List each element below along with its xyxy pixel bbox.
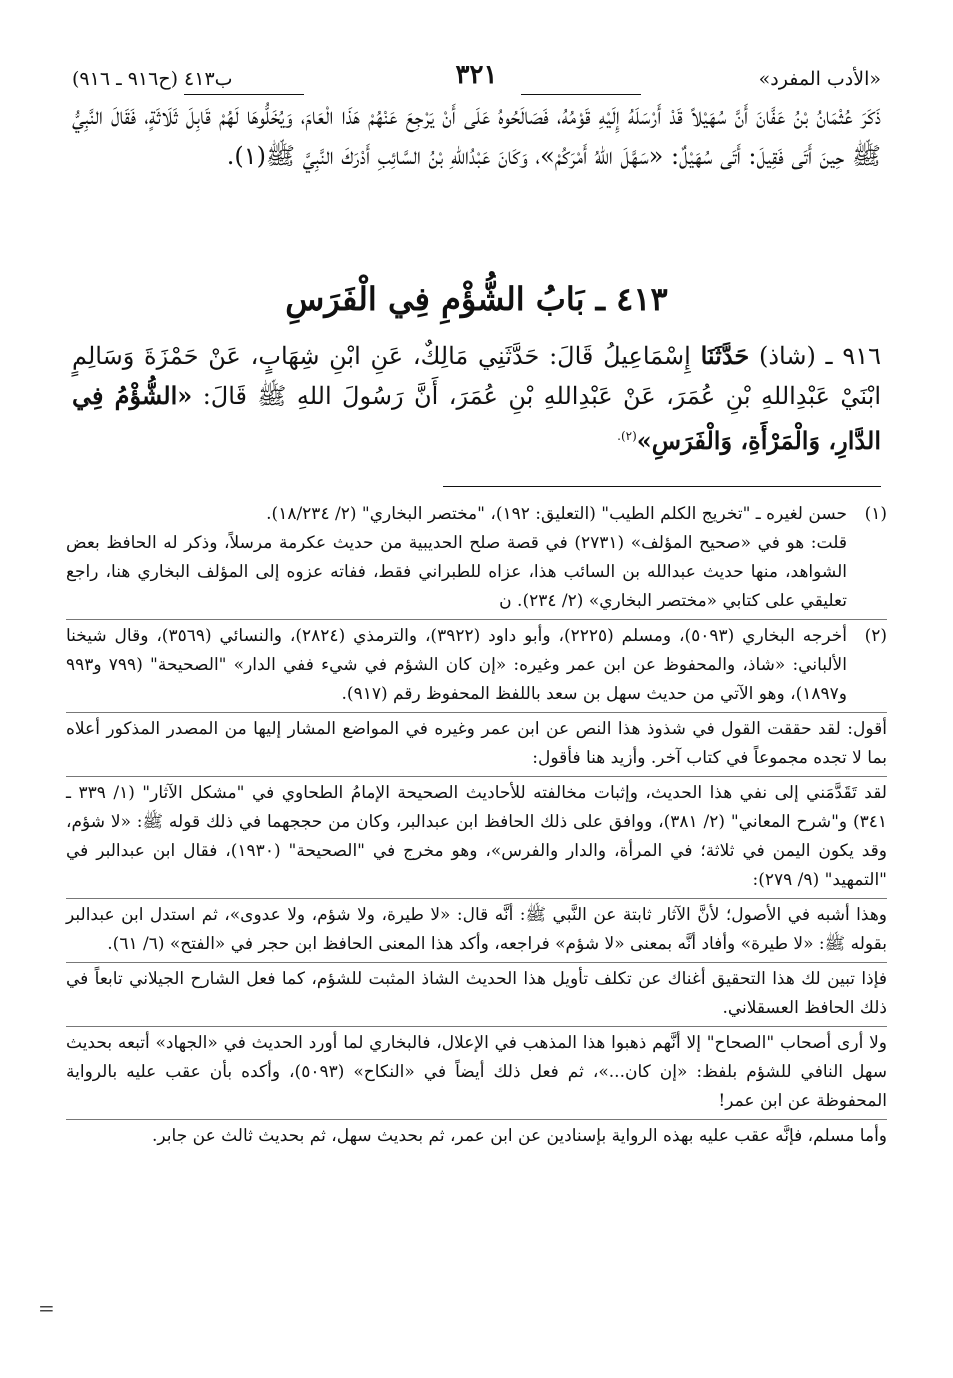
hadith-lead: حَدَّثَنَا xyxy=(700,341,750,370)
header-rule-right xyxy=(521,94,641,95)
footnote-paragraph: وهذا أشبه في الأصول؛ لأنَّ الآثار ثابتة عن النَّبي ﷺ: أنَّه قال: «لا طيرة، ولا شؤم، ولا عدوى»، ثم استدل ابن عبدالبر بقوله ﷺ: «لا طيرة» وأفاد أنَّه بمعنى «لا شؤم» فراجعه، وأكد هذا المعنى الحافظ ابن حجر في «الفتح» (٦/ ٦١). xyxy=(66,905,887,954)
footnote-2 xyxy=(66,622,887,709)
footnote-1 xyxy=(66,500,887,616)
hadith-text: إِسْمَاعِيلُ قَالَ: حَدَّثَنِي مَالِكٌ، عَنِ ابْنِ شِهَابٍ، عَنْ حَمْزَةَ وَسَالِمٍ ابْنَيْ عَبْدِاللهِ بْنِ عُمَرَ، عَنْ عَبْدِاللهِ بْنِ عُمَرَ، أَنَّ رَسُولَ اللهِ ﷺ قَالَ: xyxy=(72,342,881,410)
hadith-footnote-ref: (٢). xyxy=(617,429,637,443)
divider xyxy=(66,712,887,713)
divider xyxy=(66,898,887,899)
footnotes xyxy=(66,500,887,1151)
divider xyxy=(66,962,887,963)
margin-marker: = xyxy=(38,1296,55,1320)
chapter-reference: ب٤١٣ (ح٩١٦ ـ ٩١٦) xyxy=(72,68,233,90)
footnote-paragraph: وأما مسلم، فإنَّه عقب عليه بهذه الرواية بإسنادين عن ابن عمر، ثم بحديث سهل، ثم بحديث ثالث عن جابر. xyxy=(152,1126,887,1146)
hadith-block xyxy=(72,336,881,461)
divider xyxy=(66,1119,887,1120)
footnote-paragraph: أقول: لقد حققت القول في شذوذ هذا النص عن ابن عمر وغيره في المواضع المشار إليها من المصدر المذكور أعلاه بما لا تجده مجموعاً في كتاب آخر. وأزيد هنا فأقول: xyxy=(66,719,887,768)
footnote-number: (٢) xyxy=(864,626,887,646)
book-title: «الأدب المفرد» xyxy=(758,68,881,90)
footnote-paragraph: ولا أرى أصحاب "الصحاح" إلا أنَّهم ذهبوا هذا المذهب في الإعلال، فالبخاري لما أورد الحديث في «الجهاد» أتبعه بحديث سهل النافي للشؤم بلفظ: «إن كان...»، ثم فعل ذلك أيضاً في «النكاح» (٥٠٩٣)، وأكده بأن عقب عليه بالرواية المحفوظة عن ابن عمر! xyxy=(66,1033,888,1111)
page-number: ٣٢١ xyxy=(455,60,498,90)
divider xyxy=(66,1026,887,1027)
footnote-line: قلت: هو في «صحيح المؤلف» (٢٧٣١) في قصة صلح الحديبية من حديث عكرمة مرسلاً، وذكر له الحافظ بعض الشواهد، منها حديث عبدالله بن السائب هذا، عزاه للطبراني فقط، ففاته عزوه إلى المؤلف البخاري هنا، راجع تعليقي على كتابي «مختصر البخاري» (٢/ ٢٣٤). ن xyxy=(66,533,847,611)
header-rule-left xyxy=(184,94,304,95)
footnote-line: أخرجه البخاري (٥٠٩٣)، ومسلم (٢٢٢٥)، وأبو داود (٣٩٢٢)، والترمذي (٢٨٢٤)، والنسائي (٣٥٦٩)، وقال شيخنا الألباني: «شاذ، والمحفوظ عن ابن عمر وغيره: «إن كان الشؤم في شيء ففي الدار» "الصحيحة" (٧٩٩ و٩٩٣ و١٨٩٧)، وهو الآتي من حديث سهل بن سعد باللفظ المحفوظ رقم (٩١٧). xyxy=(66,626,847,704)
hadith-quote: «الشُّؤْمُ فِي الدَّارِ، وَالْمَرْأَةِ، وَالْفَرَسِ» xyxy=(72,381,881,455)
main-paragraph: ذَكَرَ عُثْمَانُ بْنُ عَفَّانَ أَنَّ سُهَيْلاً قَدْ أَرْسَلَهُ إِلَيْهِ قَوْمُهُ، فَصَالَحُوهُ عَلَى أَنْ يَرْجِعَ عَنْهُمْ هَذَا الْعَامَ، وَيُخَلُّوهَا لَهُمْ قَابِلَ ثَلَاثَةٍ، فَقَالَ النَّبِيُّ ﷺ حِينَ أَتَى فَقِيلَ: أَتَى سُهَيْلٌ: «سَهَّلَ اللهُ أَمْرَكُمْ»، وَكَانَ عَبْدُاللهِ بْنُ السَّائِبِ أَدْرَكَ النَّبِيَّ ﷺ(١). xyxy=(72,102,881,170)
footnote-number: (١) xyxy=(864,504,887,524)
footnote-rule xyxy=(443,486,881,487)
footnote-line: حسن لغيره ـ "تخريج الكلم الطيب" (التعليق: ١٩٢)، "مختصر البخاري" (٢/ ١٨/٢٣٤). xyxy=(266,504,847,524)
divider xyxy=(66,776,887,777)
footnote-paragraph: لقد تَقَدَّمَني إلى نفي هذا الحديث، وإثبات مخالفته للأحاديث الصحيحة الإمامُ الطحاوي في "مشكل الآثار" (١/ ٣٣٩ ـ ٣٤١) و"شرح المعاني" (٢/ ٣٨١)، ووافق على ذلك الحافظ ابن عبدالبر، وكان من حججهما في ذلك قوله ﷺ: «لا شؤم، وقد يكون اليمن في ثلاثة؛ في المرأة، والدار والفرس»، وهو مخرج في "الصحيحة" (١٩٣٠)، فقال ابن عبدالبر في "التمهيد" (٩/ ٢٧٩): xyxy=(66,783,887,890)
main-text xyxy=(72,96,881,176)
hadith-number: ٩١٦ ـ (شاذ) xyxy=(758,342,881,370)
page-header xyxy=(72,58,881,98)
footnote-paragraph: فإذا تبين لك هذا التحقيق أغناك عن تكلف تأويل هذا الحديث الشاذ المثبت للشؤم، كما فعل الشارح الجيلاني تابعاً في ذلك الحافظ العسقلاني. xyxy=(66,969,887,1018)
divider xyxy=(66,619,887,620)
chapter-title: ٤١٣ ـ بَابُ الشُّؤْمِ فِي الْفَرَسِ xyxy=(285,280,668,318)
